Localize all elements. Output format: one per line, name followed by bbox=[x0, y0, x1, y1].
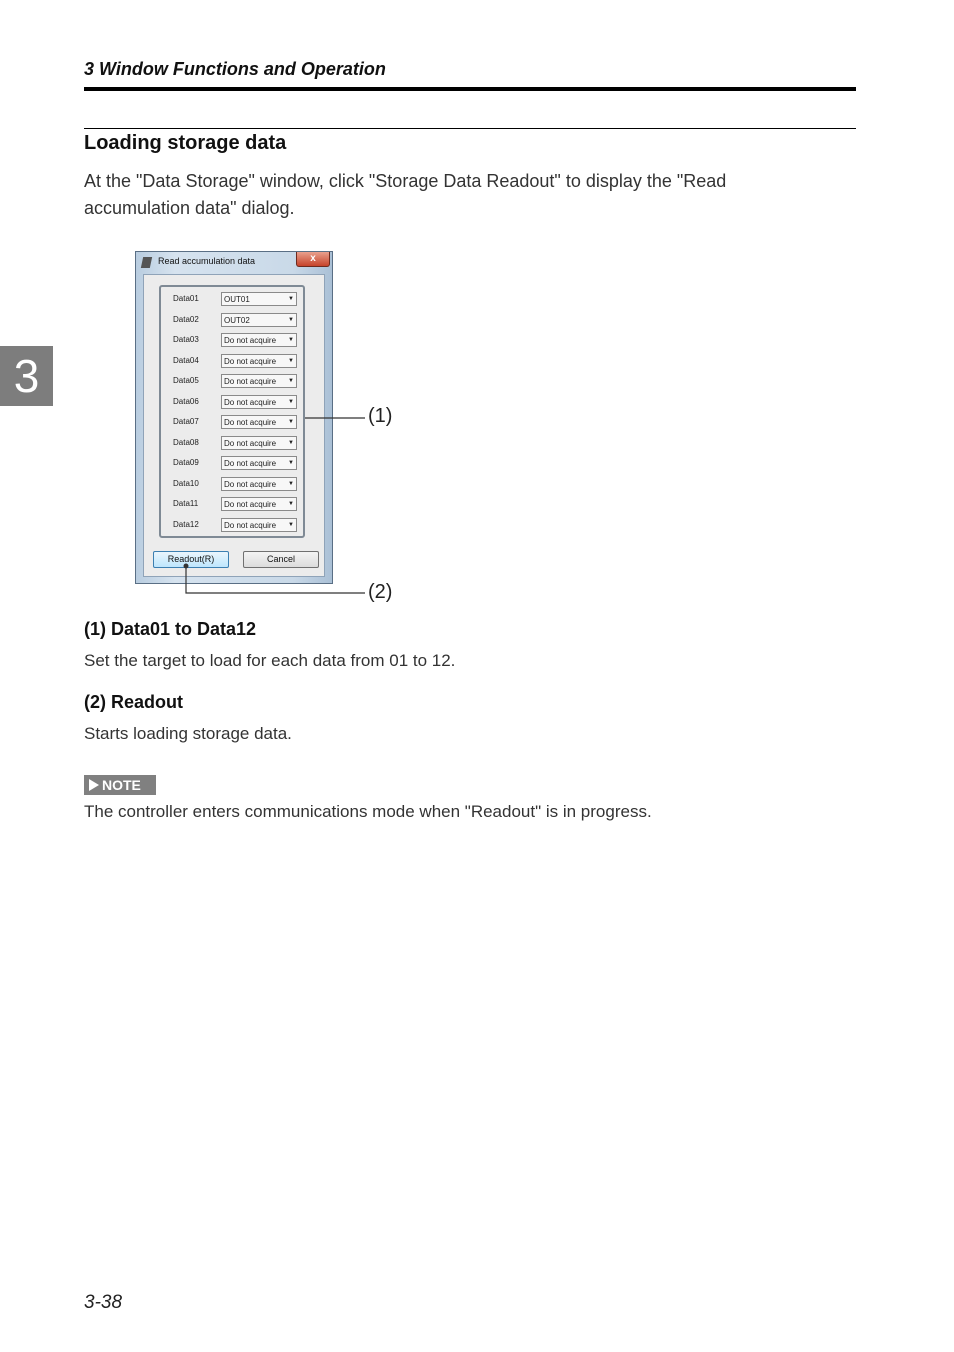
chevron-down-icon: ▼ bbox=[288, 378, 294, 384]
readout-button[interactable]: Readout(R) bbox=[153, 551, 229, 568]
close-button[interactable]: x bbox=[296, 252, 330, 267]
chevron-down-icon: ▼ bbox=[288, 521, 294, 528]
callout-label-2: (2) bbox=[368, 581, 393, 603]
data-select-value: Do not acquire bbox=[224, 356, 277, 366]
chevron-down-icon: ▼ bbox=[288, 439, 294, 446]
chevron-down-icon: ▼ bbox=[288, 460, 294, 466]
callout-dot-2 bbox=[184, 564, 189, 569]
data-label: Data09 bbox=[173, 458, 199, 467]
data-select-value: Do not acquire bbox=[224, 520, 277, 530]
note-label: NOTE bbox=[102, 777, 141, 793]
chevron-down-icon: ▼ bbox=[288, 419, 294, 425]
callout-label-1: (1) bbox=[368, 405, 393, 427]
chapter-tab: 3 bbox=[0, 346, 53, 406]
cancel-button[interactable]: Cancel bbox=[243, 551, 319, 568]
chapter-header: 3 Window Functions and Operation bbox=[84, 59, 386, 79]
item-desc-data: Set the target to load for each data from 01 to 12. bbox=[84, 651, 456, 670]
data-select-value: Do not acquire bbox=[224, 500, 277, 509]
data-select-value: Do not acquire bbox=[224, 459, 277, 468]
data-select-value: Do not acquire bbox=[224, 438, 277, 448]
chevron-down-icon: ▼ bbox=[288, 501, 294, 507]
data-select-value: OUT02 bbox=[224, 315, 250, 325]
data-label: Data05 bbox=[173, 376, 199, 385]
data-label: Data12 bbox=[173, 519, 199, 529]
intro-paragraph: At the "Data Storage" window, click "Storage Data Readout" to display the "Read accumulation data" dialog. bbox=[84, 171, 727, 218]
data-label: Data10 bbox=[173, 478, 199, 488]
data-select-value: Do not acquire bbox=[224, 479, 277, 489]
chevron-down-icon: ▼ bbox=[288, 296, 294, 302]
play-triangle-icon bbox=[89, 779, 99, 791]
dialog-title: Read accumulation data bbox=[158, 256, 256, 266]
chevron-down-icon: ▼ bbox=[288, 357, 294, 364]
item-desc-readout: Starts loading storage data. bbox=[84, 724, 292, 743]
data-select-value: OUT01 bbox=[224, 295, 250, 304]
data-label: Data08 bbox=[173, 437, 199, 447]
data-label: Data03 bbox=[173, 335, 199, 344]
note-badge bbox=[84, 775, 156, 795]
chevron-down-icon: ▼ bbox=[288, 337, 294, 343]
data-label: Data06 bbox=[173, 396, 199, 406]
item-title-readout: (2) Readout bbox=[84, 692, 183, 712]
chevron-down-icon: ▼ bbox=[288, 480, 294, 487]
chevron-down-icon: ▼ bbox=[288, 398, 294, 405]
note-text: The controller enters communications mode when "Readout" is in progress. bbox=[84, 802, 652, 821]
data-label: Data04 bbox=[173, 355, 199, 365]
data-label: Data01 bbox=[173, 294, 199, 303]
data-select-value: Do not acquire bbox=[224, 377, 277, 386]
data-label: Data11 bbox=[173, 499, 199, 508]
section-title: Loading storage data bbox=[84, 132, 287, 154]
data-select-value: Do not acquire bbox=[224, 336, 277, 345]
data-label: Data02 bbox=[173, 314, 199, 324]
data-select-value: Do not acquire bbox=[224, 397, 277, 407]
data-select-value: Do not acquire bbox=[224, 418, 277, 427]
page-number: 3-38 bbox=[84, 1292, 123, 1313]
item-title-data: (1) Data01 to Data12 bbox=[84, 619, 257, 639]
callout-line-2 bbox=[186, 567, 365, 593]
data-label: Data07 bbox=[173, 417, 199, 426]
chevron-down-icon: ▼ bbox=[288, 316, 294, 323]
